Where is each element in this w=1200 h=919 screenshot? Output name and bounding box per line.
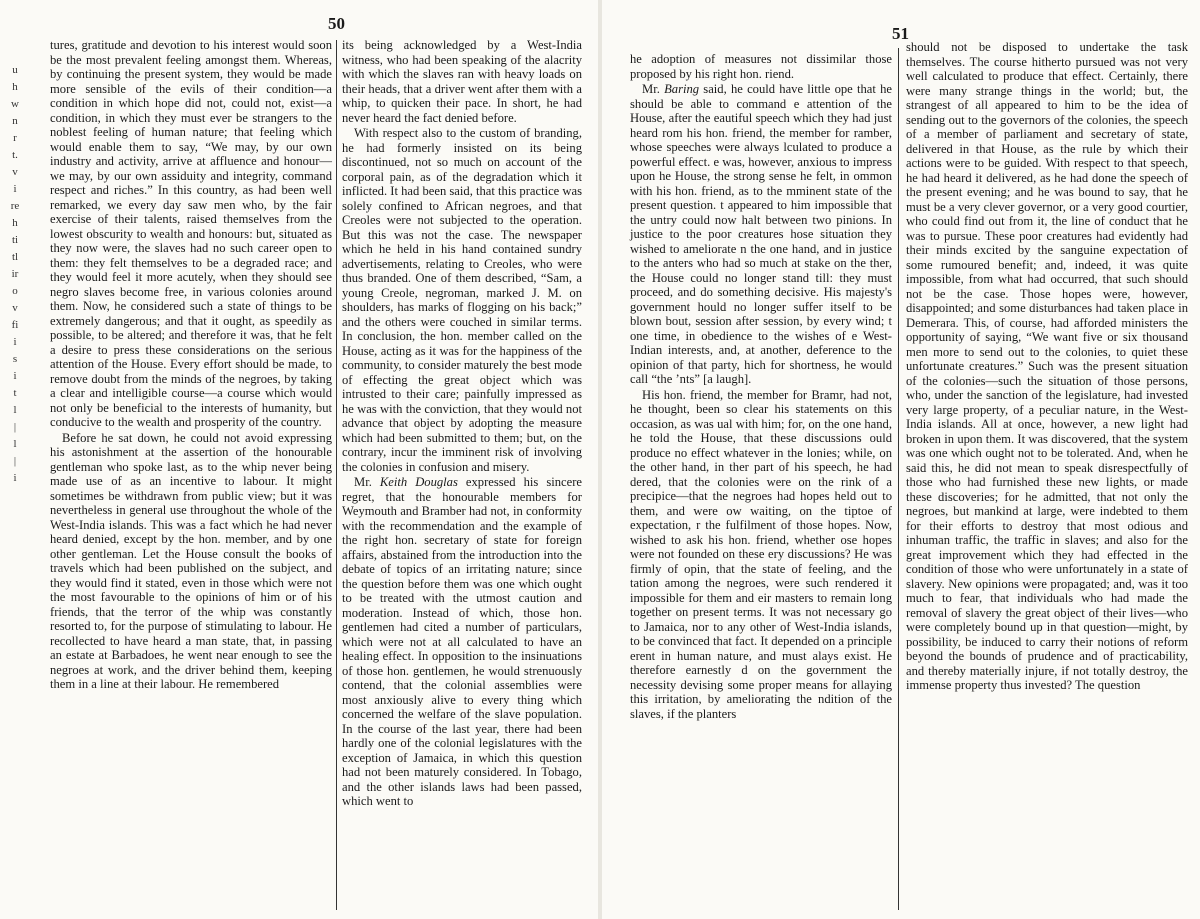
- margin-fragment: tl: [11, 251, 19, 263]
- left-page-number: 50: [328, 14, 345, 33]
- paragraph: Before he sat down, he could not avoid expressing his astonishment at the assertion of the honourable gentleman who spoke last, as to the whip never being made use of as an incentive to labour. It might sometimes be withdrawn from public view; but it was nevertheless in general use throughout the whole of the West-India islands. This was a fact which he had never heard denied, except by the hon. member, and by one other gentleman. Let the House consult the books of travels which had been published on the subject, and they would find it stated, even in those which were not the most favourable to the opinions of him or of his friends, that the terror of the whip was constantly resorted to, for the purpose of stimulating to labour. He recollected to have heard a man state, that, in passing an estate at Barbadoes, he went near enough to see the negroes at work, and the driver behind them, keeping them in a line at their labour. He remembered: [50, 430, 332, 691]
- margin-fragment: t.: [12, 149, 18, 161]
- margin-fragment: l: [13, 404, 17, 416]
- margin-fragment: re: [10, 200, 20, 212]
- column-rule-left: [336, 40, 337, 910]
- paragraph: With respect also to the custom of branding, he had formerly insisted on its being discontinued, not so much on account of the corporal pain, as of the degradation which it inflicted. It had been said, that this practice was solely confined to African negroes, and that Creoles were not subjected to the operation. But this was not the case. The newspaper which he held in his hand contained sundry advertisements, relating to Creoles, who were thus branded. One of them described, “Sam, a young Creole, negroman, marked J. M. on shoulders, has marks of flogging on his back;” and the others were couched in similar terms. In conclusion, the hon. member called on the House, acting as it was for the happiness of the community, to consider maturely the best mode of effecting the great object which was intrusted to their care; painfully impressed as he was with the conviction, that they would not advance that object by adopting the measure which had been submitted to them; but, on the contrary, incur the imminent risk of involving the colonies in confusion and misery.: [342, 126, 582, 474]
- paragraph: Mr. Keith Douglas expressed his sincere regret, that the honourable members for Weymouth and Bramber had not, in conformity with the recommendation and the example of the right hon. secretary of state for foreign affairs, abstained from the introduction into the debate of topics of an irritating nature; since the question before them was one which ought to be treated with the utmost caution and moderation. Instead of which, those hon. gentlemen had cited a number of particulars, which were not at all calculated to have an healing effect. In opposition to the insinuations of those hon. gentlemen, he would strenuously contend, that the colonial assemblies were most anxiously alive to every thing which concerned the welfare of the slave population. In the course of the last year, there had been hardly one of the colonial legislatures with the exception of Jamaica, in which this question had not been maturely considered. In Tobago, and the other islands laws had been passed, which went to: [342, 475, 582, 808]
- margin-fragment: s: [12, 353, 18, 365]
- column-b: [342, 38, 582, 810]
- paragraph: tures, gratitude and devotion to his interest would soon be the most prevalent feeling amongst them. Whereas, by continuing the present system, they would be made more sensible of the evils of their condition—a condition in which hope did not, could not, exist—a condition, in which they must ever be strangers to the noblest feeling of human nature; that feeling which would enable them to say, “We may, by our own industry and activity, arrive at affluence and honour—we may, by our own assiduity and integrity, command respect and riches.” In this country, as had been well remarked, we every day saw men who, by the fair exercise of their talents, raised themselves from the lowest obscurity to wealth and honours: but, situated as they now were, the slaves had no such career open to them: they felt themselves to be a degraded race; and they would feel it more acutely, when they should see negro slaves become free, in various colonies around them. Now, he considered such a state of things to be extremely dangerous; and that it ought, as speedily as possible, to be altered; and therefore it was, that he felt a desire to press these considerations on the serious attention of the House. Every effort should be made, to remove doubt from the minds of the negroes, by taking a clear and intelligible course—a course which would not only be beneficial to the interests of humanity, but conducive to the wealth and prosperity of the country.: [50, 38, 332, 429]
- paragraph: His hon. friend, the member for Bramr, had not, he thought, been so clear his statements on this occasion, as was ual with him; for, on the one hand, he told the House, that these discussions ould produce no effect whatever in the lonies; while, on the other hand, in ther part of his speech, he had dered, that the colonies were on the rink of a precipice—that the negroes had hopes held out to them, and were ow waiting, on the tiptoe of expectation, r the fulfilment of those hopes. Now, wished to ask his hon. friend, whether ose hopes were not founded on these ery discussions? He was firmly of opin, that the state of feeling, and the tation among the negroes, were such rendered it impossible for them and eir masters to remain long together on present terms. It was not necessary go to Jamaica, nor to any other of West-India islands, to be convinced that fact. It depended on a principle erent in human nature, and must alays exist. He therefore earnestly d on the government the necessity devising some proper means for allaying this irritation, by ameliorating the ndition of the slaves, if the planters: [630, 387, 892, 721]
- margin-fragment: i: [13, 472, 17, 484]
- margin-fragments: [4, 62, 26, 487]
- speaker-name: Baring: [664, 82, 700, 96]
- margin-fragment: i: [13, 336, 17, 348]
- margin-fragment: v: [12, 166, 18, 178]
- margin-fragment: |: [13, 455, 17, 467]
- paragraph: he adoption of measures not dissimilar those proposed by his right hon. riend.: [630, 52, 892, 81]
- margin-fragment: i: [13, 183, 17, 195]
- speaker-name: Keith Douglas: [379, 475, 458, 489]
- column-c: [630, 52, 892, 722]
- margin-fragment: i: [13, 370, 17, 382]
- paragraph: its being acknowledged by a West-India witness, who had been speaking of the alacrity with which the slaves ran with heavy loads on their heads, that a driver went after them with a whip, to quicken their pace. In short, he had never heard the fact denied before.: [342, 38, 582, 125]
- margin-fragment: v: [12, 302, 18, 314]
- margin-fragment: ir: [11, 268, 19, 280]
- column-d: [906, 40, 1188, 694]
- margin-fragment: fi: [11, 319, 19, 331]
- paragraph: should not be disposed to undertake the task themselves. The course hitherto pursued was not very well calculated to produce that effect. Certainly, there were many strange things in the world; but, the strangest of all appeared to him to be the idea of sending out to the governors of the colonies, the speech of a member of parliament and secretary of state, delivered in that House, as the rule by which their actions were to be guided. With respect to that speech, he had heard it delivered, as he had done the speech of the present evening; and he was bound to say, that he must be a very clever governor, or a very good courtier, who could find out from it, the line of conduct that he was to pursue. These poor creatures had evidently had their minds excited by the sanguine expectation of some rumoured benefit; and, indeed, it was quite impossible, from what had occurred, that such should not be the case. Those hopes were, however, disappointed; and some disturbances had taken place in Demerara. This, of course, had afforded ministers the opportunity of saying, “We want five or six thousand men more to send out to the colonies, to quiet these unfortunate creatures.” Such was the present situation of the colonies—such the situation of those persons, who, under the sanction of the legislature, had invested very large property, of a peculiar nature, in the West-India islands. All at once, however, a new light had broken in upon them. It was discovered, that the system was one which ought not to be tolerated. And, when he said this, he did not mean to speak disrespectfully of those who had furnished these new lights, or made these discoveries; for he admitted, that not only the negroes, but mankind at large, were indebted to them for their efforts to destroy that most odious and inhuman traffic, the traffic in slaves; and also for the great improvement which they had effected in the condition of those who were unfortunately in a state of slavery. New opinions were propagated; and, was it too much to fear, that individuals who had made the removal of slavery the great object of their lives—who were completely bound up in that question—might, by possibility, be induced to carry their notions of reform beyond the bounds of prudence and of practicability, and thereby materially injure, if not totally destroy, the immense property thus invested? The question: [906, 40, 1188, 692]
- margin-fragment: n: [12, 115, 18, 127]
- right-page: [600, 0, 1200, 919]
- margin-fragment: ti: [11, 234, 19, 246]
- paragraph: Mr. Baring said, he could have little ope that he should be able to command e attention of the House, after the eautiful speech which they had just heard rom his hon. friend, the member for ramber, whose speeches were always lculated to produce a powerful effect. e was, however, anxious to impress upon he House, the strong sense he felt, in ommon with his hon. friend, as to the mminent state of the present question. t appeared to him impossible that the untry could now halt between two pinions. In justice to the poor creatures hose situation they wished to ameliorate n the one hand, and in justice to the anters who had so much at stake on the ther, the House could no longer stand till: they must proceed, and do something decisive. His majesty's government hould no longer suffer itself to be blown bout, session after session, by every wind; t one time, in obedience to the wishes of e West-Indian interests, and, at another, deference to the opinion of that party, hich for shortness, he would call “the ’nts” [a laugh].: [630, 82, 892, 386]
- right-page-number: 51: [892, 24, 909, 43]
- column-rule-right: [898, 48, 899, 910]
- margin-fragment: u: [12, 64, 18, 76]
- column-a: [50, 38, 332, 693]
- margin-fragment: |: [13, 421, 17, 433]
- margin-fragment: h: [12, 81, 18, 93]
- margin-fragment: h: [12, 217, 18, 229]
- margin-fragment: w: [11, 98, 19, 110]
- margin-fragment: l: [13, 438, 17, 450]
- margin-fragment: t: [13, 387, 17, 399]
- margin-fragment: o: [12, 285, 18, 297]
- margin-fragment: r: [13, 132, 17, 144]
